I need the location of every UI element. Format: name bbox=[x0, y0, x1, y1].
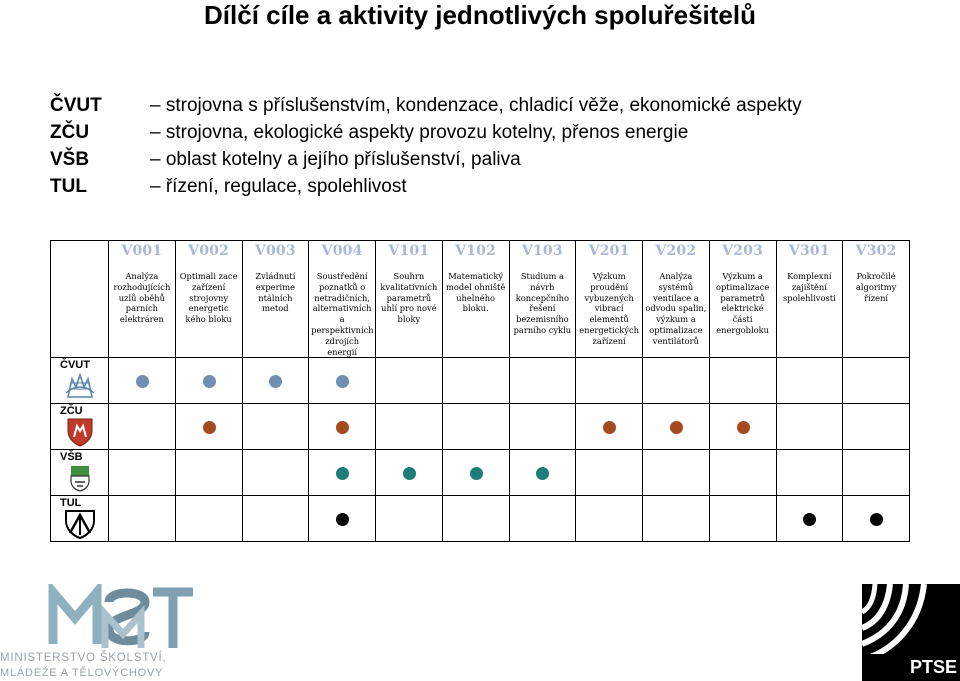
ministry-name-line-2: MLÁDEŽE A TĚLOVÝCHOVY bbox=[0, 667, 164, 679]
matrix-cell bbox=[309, 496, 376, 542]
col-header bbox=[709, 241, 776, 358]
col-desc: Optimali zace zařízení strojovny energetic kého bloku bbox=[179, 271, 238, 325]
matrix-cell bbox=[776, 450, 843, 496]
col-code: V202 bbox=[655, 243, 697, 259]
matrix-cell bbox=[776, 496, 843, 542]
partner-code: ZČU bbox=[50, 121, 90, 143]
participation-dot bbox=[737, 421, 750, 434]
ptse-label: PTSE bbox=[909, 657, 957, 677]
matrix-cell bbox=[175, 358, 242, 404]
partner-row-vsb bbox=[50, 146, 802, 173]
col-code: V101 bbox=[388, 243, 430, 259]
row-label: VŠB bbox=[60, 451, 83, 464]
row-label: ČVUT bbox=[60, 359, 90, 372]
participation-dot bbox=[203, 421, 216, 434]
matrix-cell bbox=[109, 450, 176, 496]
partner-row-cvut bbox=[50, 92, 802, 119]
col-desc: Pokročilé algoritmy řízení bbox=[855, 271, 897, 303]
row-logo-tul bbox=[51, 496, 109, 542]
ptse-waves-icon bbox=[862, 584, 960, 654]
matrix-cell bbox=[843, 450, 910, 496]
matrix-cell bbox=[643, 404, 710, 450]
col-desc: Výzkum a optimalizace parametrů elektrické části energobloku bbox=[715, 271, 770, 335]
participation-dot bbox=[603, 421, 616, 434]
tul-shield-icon bbox=[64, 509, 96, 539]
partner-code: VŠB bbox=[50, 148, 90, 170]
participation-dot bbox=[269, 375, 282, 388]
partner-code: TUL bbox=[50, 175, 87, 197]
col-code: V102 bbox=[455, 243, 497, 259]
matrix-cell bbox=[309, 404, 376, 450]
col-code: V203 bbox=[722, 243, 764, 259]
col-desc: Analýza systémů ventilace a odvodu spalin, výzkum a optimalizace ventilátorů bbox=[645, 271, 707, 346]
col-header bbox=[309, 241, 376, 358]
ministry-name-line-1: MINISTERSTVO ŠKOLSTVÍ, bbox=[0, 652, 167, 664]
matrix-corner bbox=[51, 241, 109, 358]
matrix-cell bbox=[709, 358, 776, 404]
col-code: V004 bbox=[321, 243, 363, 259]
matrix-cell bbox=[376, 404, 443, 450]
matrix-cell bbox=[442, 358, 509, 404]
matrix-cell bbox=[242, 496, 309, 542]
col-desc: Zvládnutí experime ntálních metod bbox=[255, 271, 296, 314]
matrix-cell bbox=[843, 404, 910, 450]
matrix-cell bbox=[576, 450, 643, 496]
row-logo-zcu bbox=[51, 404, 109, 450]
matrix-header-row bbox=[51, 241, 910, 358]
msmt-monogram-icon bbox=[45, 584, 205, 654]
matrix-cell bbox=[576, 358, 643, 404]
matrix-cell bbox=[643, 450, 710, 496]
col-desc: Výzkum proudění vybuzených vibrací elementů energetických zařízení bbox=[579, 271, 639, 346]
participation-dot bbox=[803, 513, 816, 526]
participation-dot bbox=[336, 467, 349, 480]
matrix-cell bbox=[175, 404, 242, 450]
matrix-cell bbox=[175, 450, 242, 496]
row-logo-vsb bbox=[51, 450, 109, 496]
matrix-cell bbox=[376, 450, 443, 496]
col-header bbox=[175, 241, 242, 358]
col-header bbox=[843, 241, 910, 358]
col-header bbox=[776, 241, 843, 358]
matrix-cell bbox=[442, 404, 509, 450]
participation-dot bbox=[136, 375, 149, 388]
matrix-cell bbox=[242, 450, 309, 496]
col-code: V301 bbox=[788, 243, 830, 259]
matrix-cell bbox=[843, 358, 910, 404]
matrix-cell bbox=[776, 358, 843, 404]
partner-description: – strojovna s příslušenstvím, kondenzace, chladicí věže, ekonomické aspekty bbox=[150, 94, 802, 116]
matrix-cell bbox=[242, 404, 309, 450]
col-code: V103 bbox=[521, 243, 563, 259]
partner-description: – řízení, regulace, spolehlivost bbox=[150, 175, 407, 197]
cvut-lion-icon bbox=[62, 371, 98, 401]
ministry-logo bbox=[0, 580, 200, 681]
matrix-row-zcu bbox=[51, 404, 910, 450]
col-code: V302 bbox=[855, 243, 897, 259]
col-desc: Studium a návrh koncepčního řešení bezemisního parního cyklu bbox=[513, 271, 572, 335]
partner-description: – strojovna, ekologické aspekty provozu kotelny, přenos energie bbox=[150, 121, 689, 143]
matrix-row-vsb bbox=[51, 450, 910, 496]
matrix-cell bbox=[242, 358, 309, 404]
matrix-cell bbox=[709, 404, 776, 450]
matrix-cell bbox=[309, 358, 376, 404]
ptse-logo bbox=[862, 584, 960, 681]
vsb-emblem-icon bbox=[65, 463, 95, 493]
col-desc: Analýza rozhodujících uzlů oběhů parních elektráren bbox=[113, 271, 171, 325]
matrix-cell bbox=[175, 496, 242, 542]
col-desc: Soustředění poznatků o netradičních, alternativních a perspektivních zdrojích energií bbox=[311, 271, 374, 357]
matrix-cell bbox=[109, 496, 176, 542]
partner-list bbox=[50, 92, 802, 200]
col-header bbox=[576, 241, 643, 358]
matrix-cell bbox=[709, 496, 776, 542]
col-header bbox=[442, 241, 509, 358]
matrix-row-cvut bbox=[51, 358, 910, 404]
matrix-cell bbox=[776, 404, 843, 450]
col-code: V001 bbox=[121, 243, 163, 259]
participation-dot bbox=[203, 375, 216, 388]
col-desc: Komplexní zajištění spolehlivosti bbox=[783, 271, 836, 303]
participation-dot bbox=[336, 421, 349, 434]
matrix-cell bbox=[509, 404, 576, 450]
partner-code: ČVUT bbox=[50, 94, 102, 116]
partner-row-tul bbox=[50, 173, 802, 200]
col-header bbox=[376, 241, 443, 358]
participation-dot bbox=[403, 467, 416, 480]
col-header bbox=[643, 241, 710, 358]
matrix-cell bbox=[442, 496, 509, 542]
participation-dot bbox=[536, 467, 549, 480]
participation-dot bbox=[670, 421, 683, 434]
row-logo-cvut bbox=[51, 358, 109, 404]
col-header bbox=[109, 241, 176, 358]
partner-row-zcu bbox=[50, 119, 802, 146]
col-header bbox=[242, 241, 309, 358]
col-desc: Matematický model ohniště uhelného bloku. bbox=[446, 271, 506, 314]
zcu-shield-icon bbox=[65, 417, 95, 447]
matrix-cell bbox=[509, 358, 576, 404]
matrix-cell bbox=[643, 358, 710, 404]
col-code: V002 bbox=[188, 243, 230, 259]
col-header bbox=[509, 241, 576, 358]
row-label: ZČU bbox=[60, 405, 83, 418]
matrix-row-tul bbox=[51, 496, 910, 542]
activity-matrix bbox=[50, 240, 910, 542]
participation-dot bbox=[870, 513, 883, 526]
row-label: TUL bbox=[60, 497, 82, 510]
matrix-cell bbox=[576, 496, 643, 542]
matrix-cell bbox=[109, 358, 176, 404]
matrix-cell bbox=[309, 450, 376, 496]
matrix-cell bbox=[509, 496, 576, 542]
matrix-cell bbox=[376, 496, 443, 542]
col-code: V201 bbox=[588, 243, 630, 259]
page-title: Dílčí cíle a aktivity jednotlivých spoluřešitelů bbox=[204, 0, 756, 30]
col-desc: Souhrn kvalitativních parametrů uhlí pro nové bloky bbox=[380, 271, 438, 325]
matrix-cell bbox=[442, 450, 509, 496]
matrix-cell bbox=[376, 358, 443, 404]
partner-description: – oblast kotelny a jejího příslušenství, paliva bbox=[150, 148, 521, 170]
participation-dot bbox=[336, 513, 349, 526]
matrix-cell bbox=[643, 496, 710, 542]
col-code: V003 bbox=[254, 243, 296, 259]
matrix-cell bbox=[843, 496, 910, 542]
matrix-cell bbox=[709, 450, 776, 496]
matrix-cell bbox=[109, 404, 176, 450]
participation-dot bbox=[336, 375, 349, 388]
participation-dot bbox=[470, 467, 483, 480]
matrix-cell bbox=[509, 450, 576, 496]
matrix-cell bbox=[576, 404, 643, 450]
